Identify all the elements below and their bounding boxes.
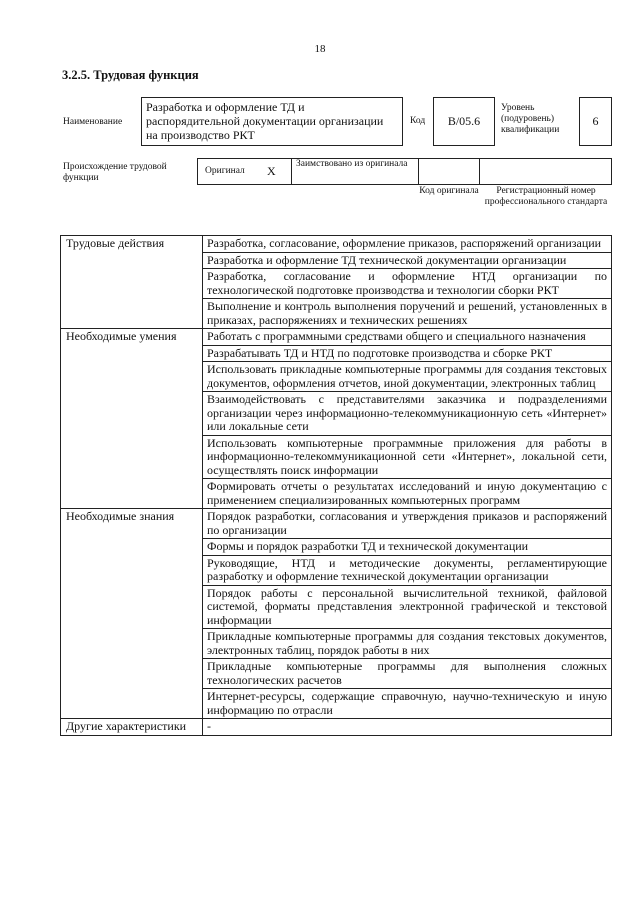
table-cell: - [203, 719, 612, 736]
origin-code-cell [418, 158, 480, 185]
level-value: 6 [579, 97, 612, 146]
table-cell: Порядок работы с персональной вычислительной техникой, файловой системой, форматы представления электронной графической и текстовой информации [203, 585, 612, 629]
section-title-knowledge: Необходимые знания [61, 509, 203, 719]
table-cell: Взаимодействовать с представителями заказчика и подразделениями организации через информационно-телекоммуникационную сеть «Интернет» или локальные сети [203, 392, 612, 436]
table-cell: Разработка, согласование, оформление приказов, распоряжений организации [203, 236, 612, 253]
code-value: В/05.6 [433, 97, 495, 146]
table-row [61, 329, 612, 346]
table-cell: Прикладные компьютерные программы для выполнения сложных технологических расчетов [203, 659, 612, 689]
table-row [61, 509, 612, 539]
code-original-caption: Код оригинала [419, 186, 479, 196]
section-title: 3.2.5. Трудовая функция [62, 68, 199, 82]
table-cell: Формы и порядок разработки ТД и технической документации [203, 539, 612, 556]
table-cell: Интернет-ресурсы, содержащие справочную, научно-техническую и иную информацию по отрасли [203, 689, 612, 719]
table-row [61, 719, 612, 736]
function-table [60, 235, 612, 736]
section-title-actions: Трудовые действия [61, 236, 203, 329]
table-cell: Прикладные компьютерные программы для создания текстовых документов, электронных таблиц, порядок работы в них [203, 629, 612, 659]
table-cell: Выполнение и контроль выполнения поручений и решений, установленных в приказах, распоряжениях и технических решениях [203, 299, 612, 329]
code-label: Код [410, 116, 426, 126]
table-cell: Работать с программными средствами общего и специального назначения [203, 329, 612, 346]
name-label: Наименование [63, 117, 123, 127]
section-title-skills: Необходимые умения [61, 329, 203, 509]
table-cell: Разрабатывать ТД и НТД по подготовке производства и сборке РКТ [203, 345, 612, 362]
original-mark: X [267, 164, 276, 178]
table-cell: Порядок разработки, согласования и утверждения приказов и распоряжений по организации [203, 509, 612, 539]
table-cell: Формировать отчеты о результатах исследований и иную документацию с применением специализированных компьютерных программ [203, 479, 612, 509]
table-cell: Использовать прикладные компьютерные программы для создания текстовых документов, оформления отчетов, иной документации, электронных таблиц [203, 362, 612, 392]
page-number: 18 [314, 43, 326, 55]
table-cell: Разработка и оформление ТД технической документации организации [203, 252, 612, 269]
level-label: Уровень (подуровень) квалификации [501, 103, 560, 135]
table-cell: Разработка, согласование и оформление НТД организации по технологической подготовке производства и технологии сборки РКТ [203, 269, 612, 299]
table-cell: Руководящие, НТД и методические документы, регламентирующие разработку и оформление технической документации организации [203, 555, 612, 585]
table-cell: Использовать компьютерные программные приложения для работы в информационно-телекоммуникационной сети «Интернет», локальной сети, осуществлять поиск информации [203, 435, 612, 479]
borrowed-label: Заимствовано из оригинала [296, 159, 408, 169]
original-label: Оригинал [205, 166, 245, 176]
name-value: Разработка и оформление ТД и распорядительной документации организации на производство РКТ [141, 97, 403, 146]
origin-label: Происхождение трудовой функции [63, 162, 167, 183]
table-row [61, 236, 612, 253]
origin-reg-cell [479, 158, 612, 185]
section-title-other: Другие характеристики [61, 719, 203, 736]
registration-caption: Регистрационный номер профессионального стандарта [484, 186, 608, 207]
